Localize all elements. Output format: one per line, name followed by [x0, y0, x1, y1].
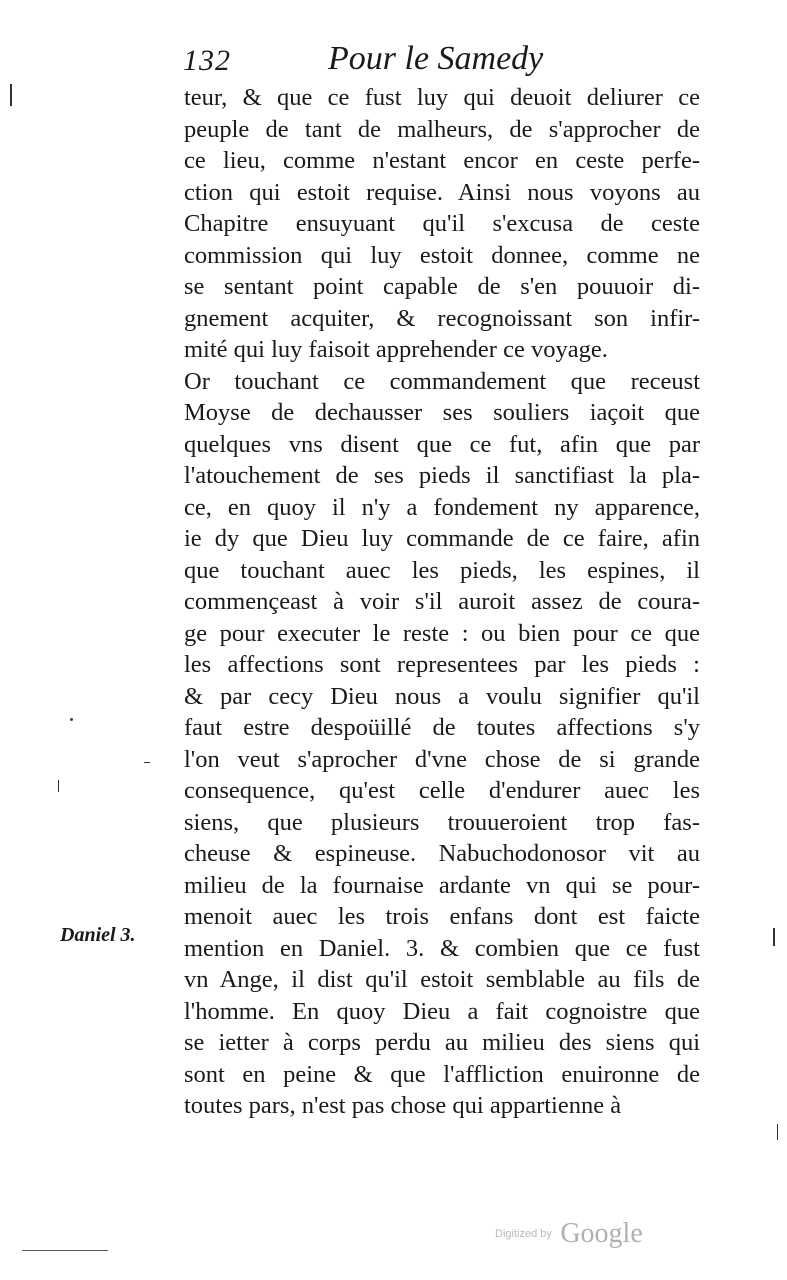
text-line: teur, & que ce fust luy qui deuoit deliurer ce: [184, 84, 700, 111]
text-line: se ietter à corps perdu au milieu des siens qui: [184, 1029, 700, 1056]
text-line: commission qui luy estoit donnee, comme ne: [184, 241, 700, 269]
text-line: ie dy que Dieu luy commande de ce faire, afin: [184, 525, 700, 552]
text-line: se sentant point capable de s'en pouuoir di-: [184, 273, 700, 300]
scan-mark: [144, 762, 150, 763]
text-line: mention en Daniel. 3. & combien que ce fust: [184, 934, 700, 962]
text-line: Or touchant ce commandement que receust: [184, 367, 700, 395]
watermark-prefix: Digitized by: [495, 1228, 552, 1240]
text-line: ce lieu, comme n'estant encor en ceste perfe-: [184, 147, 700, 174]
text-line: menoit auec les trois enfans dont est faicte: [184, 903, 700, 930]
footer-rule: [22, 1250, 108, 1251]
text-line: l'homme. En quoy Dieu a fait cognoistre que: [184, 997, 700, 1025]
text-line: toutes pars, n'est pas chose qui appartienne à: [184, 1092, 622, 1119]
text-line: & par cecy Dieu nous a voulu signifier qu'il: [184, 682, 700, 710]
text-line: gnement acquiter, & recognoissant son infir-: [184, 304, 700, 332]
text-line: mité qui luy faisoit apprehender ce voyage.: [184, 336, 608, 363]
text-line: les affections sont representees par les pieds :: [184, 651, 700, 678]
text-line: sont en peine & que l'affliction enuironne de: [184, 1060, 700, 1088]
text-line: faut estre despoüillé de toutes affections s'y: [184, 714, 700, 741]
scan-mark: [58, 780, 59, 792]
scan-mark: [70, 718, 73, 721]
text-line: Moyse de dechausser ses souliers iaçoit que: [184, 399, 700, 426]
running-title: Pour le Samedy: [328, 40, 544, 77]
scan-mark: [773, 928, 775, 946]
body-text: [184, 82, 700, 1122]
text-line: quelques vns disent que ce fut, afin que par: [184, 430, 700, 458]
scan-mark: [777, 1124, 778, 1140]
text-line: peuple de tant de malheurs, de s'approcher de: [184, 115, 700, 143]
text-line: ge pour executer le reste : ou bien pour ce que: [184, 619, 700, 647]
text-line: l'atouchement de ses pieds il sanctifiast la pla-: [184, 462, 700, 489]
text-line: l'on veut s'aprocher d'vne chose de si grande: [184, 745, 700, 773]
margin-note: Daniel 3.: [60, 924, 136, 946]
text-line: Chapitre ensuyuant qu'il s'excusa de ceste: [184, 210, 700, 237]
text-line: ce, en quoy il n'y a fondement ny apparence,: [184, 493, 700, 521]
text-line: milieu de la fournaise ardante vn qui se pour-: [184, 871, 700, 899]
text-line: siens, que plusieurs trouueroient trop fas-: [184, 808, 700, 836]
scan-mark: [10, 84, 12, 106]
page-number: 132: [183, 44, 231, 77]
digitized-watermark: [495, 1218, 643, 1250]
text-line: cheuse & espineuse. Nabuchodonosor vit au: [184, 840, 700, 867]
google-logo: Google: [560, 1218, 643, 1249]
text-line: ction qui estoit requise. Ainsi nous voyons au: [184, 178, 700, 206]
text-line: consequence, qu'est celle d'endurer auec les: [184, 777, 700, 804]
text-line: que touchant auec les pieds, les espines, il: [184, 556, 700, 584]
text-line: vn Ange, il dist qu'il estoit semblable au fils de: [184, 966, 700, 993]
text-line: commençeast à voir s'il auroit assez de coura-: [184, 588, 700, 615]
